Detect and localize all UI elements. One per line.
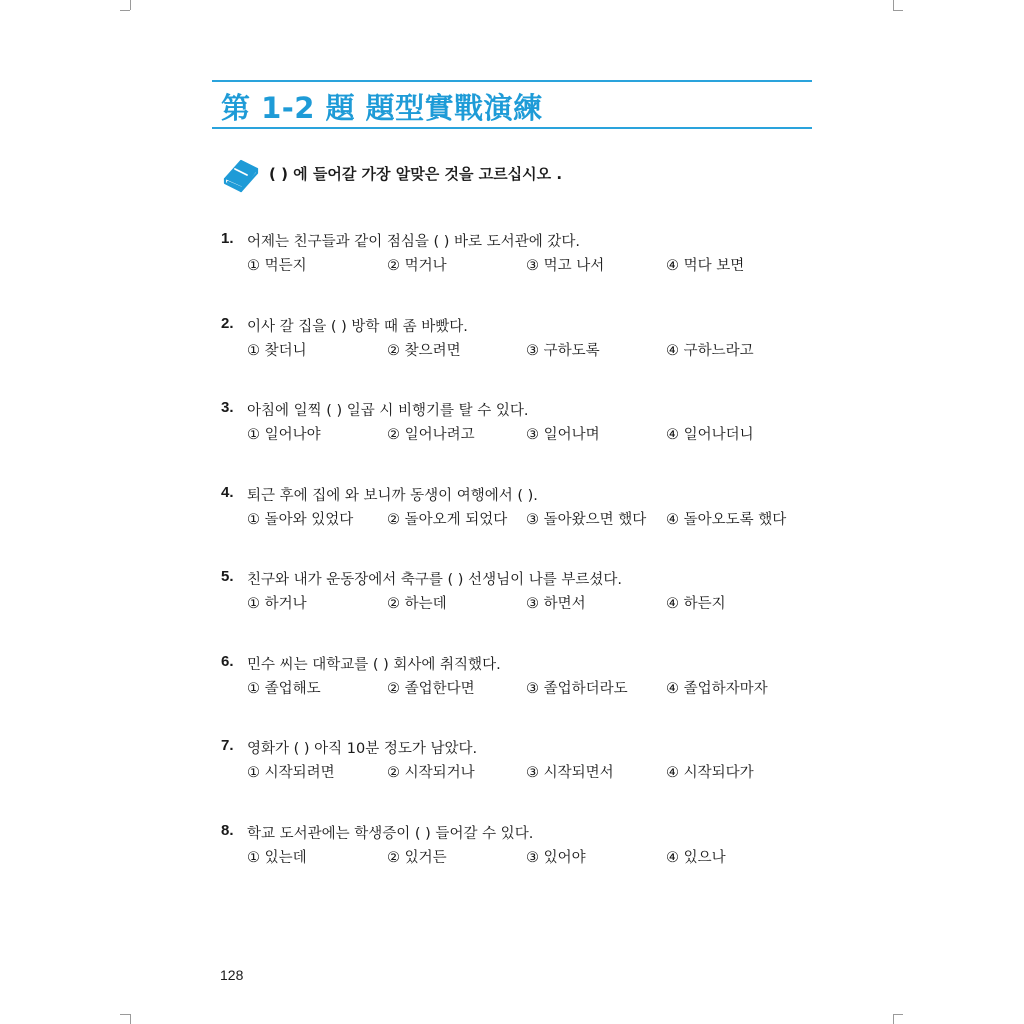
question-6: [221, 653, 821, 703]
option-3: ③ 하면서: [526, 596, 586, 612]
option-2: ② 졸업한다면: [387, 681, 475, 697]
question-number: 3.: [221, 399, 234, 416]
instruction: [221, 155, 821, 195]
option-2: ② 돌아오게 되었다: [387, 512, 508, 528]
option-3: ③ 일어나며: [526, 427, 600, 443]
question-1: [221, 230, 821, 280]
instruction-text: ( ) 에 들어갈 가장 알맞은 것을 고르십시오 .: [269, 165, 563, 183]
option-4: ④ 하든지: [666, 596, 726, 612]
question-number: 6.: [221, 653, 234, 670]
option-3: ③ 있어야: [526, 850, 586, 866]
option-1: ① 돌아와 있었다: [247, 512, 354, 528]
option-4: ④ 일어나더니: [666, 427, 754, 443]
option-3: ③ 구하도록: [526, 343, 600, 359]
question-4: [221, 484, 821, 534]
crop-mark-top-left-h: [120, 10, 130, 11]
book-icon: [221, 155, 261, 195]
option-1: ① 찾더니: [247, 343, 307, 359]
option-4: ④ 구하느라고: [666, 343, 754, 359]
question-number: 7.: [221, 737, 234, 754]
crop-mark-bottom-right-h: [893, 1014, 903, 1015]
question-5: [221, 568, 821, 618]
option-3: ③ 시작되면서: [526, 765, 614, 781]
question-text: 어제는 친구들과 같이 점심을 ( ) 바로 도서관에 갔다.: [247, 234, 580, 250]
option-4: ④ 먹다 보면: [666, 258, 745, 274]
question-number: 2.: [221, 315, 234, 332]
option-2: ② 일어나려고: [387, 427, 475, 443]
question-number: 1.: [221, 230, 234, 247]
option-1: ① 있는데: [247, 850, 307, 866]
option-3: ③ 돌아왔으면 했다: [526, 512, 647, 528]
crop-mark-bottom-left-h: [120, 1014, 130, 1015]
question-8: [221, 822, 821, 872]
option-1: ① 시작되려면: [247, 765, 335, 781]
page-number: 128: [220, 967, 244, 983]
option-2: ② 찾으려면: [387, 343, 461, 359]
option-3: ③ 졸업하더라도: [526, 681, 628, 697]
option-4: ④ 있으나: [666, 850, 726, 866]
option-3: ③ 먹고 나서: [526, 258, 605, 274]
question-number: 4.: [221, 484, 234, 501]
question-text: 이사 갈 집을 ( ) 방학 때 좀 바빴다.: [247, 319, 468, 335]
option-4: ④ 돌아오도록 했다: [666, 512, 787, 528]
option-4: ④ 시작되다가: [666, 765, 754, 781]
option-1: ① 졸업해도: [247, 681, 321, 697]
crop-mark-top-right: [893, 0, 904, 10]
option-2: ② 먹거나: [387, 258, 447, 274]
question-2: [221, 315, 821, 365]
question-text: 친구와 내가 운동장에서 축구를 ( ) 선생님이 나를 부르셨다.: [247, 572, 622, 588]
crop-mark-top-left: [130, 0, 141, 10]
option-1: ① 먹든지: [247, 258, 307, 274]
option-1: ① 일어나야: [247, 427, 321, 443]
question-7: [221, 737, 821, 787]
option-1: ① 하거나: [247, 596, 307, 612]
option-2: ② 시작되거나: [387, 765, 475, 781]
question-text: 학교 도서관에는 학생증이 ( ) 들어갈 수 있다.: [247, 826, 534, 842]
option-2: ② 하는데: [387, 596, 447, 612]
question-text: 민수 씨는 대학교를 ( ) 회사에 취직했다.: [247, 657, 501, 673]
question-text: 퇴근 후에 집에 와 보니까 동생이 여행에서 ( ).: [247, 488, 538, 504]
title-rule-bottom: [212, 127, 812, 129]
question-number: 5.: [221, 568, 234, 585]
page-title: 第 1-2 題 題型實戰演練: [221, 91, 543, 125]
question-text: 아침에 일찍 ( ) 일곱 시 비행기를 탈 수 있다.: [247, 403, 529, 419]
crop-mark-top-right-h: [893, 10, 903, 11]
title-rule-top: [212, 80, 812, 82]
crop-mark-bottom-right: [893, 1014, 904, 1024]
question-text: 영화가 ( ) 아직 10분 정도가 남았다.: [247, 741, 478, 757]
crop-mark-bottom-left: [130, 1014, 141, 1024]
option-4: ④ 졸업하자마자: [666, 681, 768, 697]
question-number: 8.: [221, 822, 234, 839]
question-3: [221, 399, 821, 449]
option-2: ② 있거든: [387, 850, 447, 866]
